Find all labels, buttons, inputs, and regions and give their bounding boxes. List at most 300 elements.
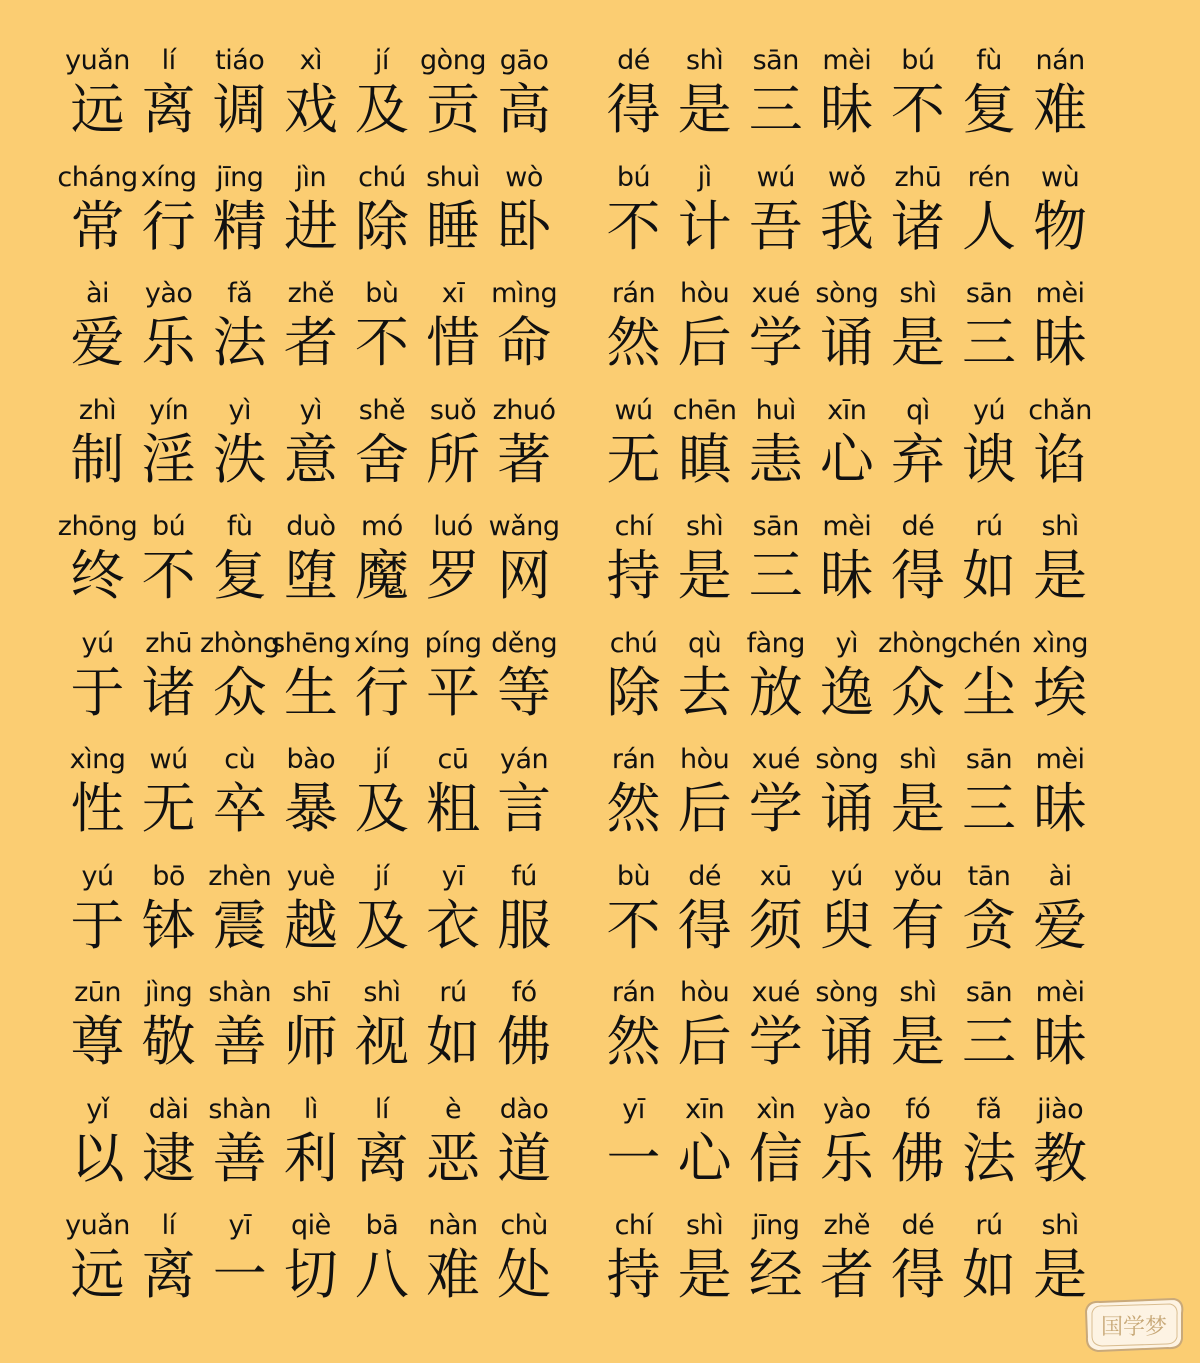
pinyin: jiào [1037,1093,1084,1125]
pinyin: yán [500,744,549,775]
character-cell [598,1209,669,1326]
hanzi: 惜 [426,311,481,374]
pinyin: xíng [354,627,410,659]
pinyin: yín [149,394,189,426]
character-cell [271,627,351,744]
character-cell [669,510,740,627]
hanzi: 远 [70,78,125,141]
character-cell [417,510,488,627]
hanzi: 爱 [1033,893,1088,957]
pinyin: shì [899,278,937,309]
character-cell [811,860,882,977]
character-cell [882,161,953,278]
hanzi: 三 [748,544,803,607]
pinyin: chù [500,1210,548,1241]
hanzi: 得 [890,544,945,607]
pinyin: mó [361,511,403,542]
hanzi: 埃 [1033,660,1088,724]
pinyin: jìn [295,161,327,193]
pinyin: xìng [69,744,126,775]
hanzi: 越 [283,893,338,957]
character-cell [740,510,811,627]
pinyin: sān [965,278,1013,309]
hanzi: 意 [283,427,338,491]
hanzi: 心 [677,1126,732,1190]
pinyin: hòu [680,278,730,309]
character-cell [204,510,275,627]
pinyin: shuì [426,161,480,193]
character-cell [346,627,417,744]
hanzi: 不 [606,194,661,258]
pinyin: yǒu [893,860,942,892]
verse-line-left [62,277,560,394]
pinyin: xué [751,278,800,309]
character-cell [275,860,346,977]
verse-line-right [598,860,1096,977]
character-cell [417,1093,488,1210]
character-cell [598,976,669,1093]
pinyin: yào [144,278,193,309]
hanzi: 逸 [819,660,874,724]
character-cell [489,860,560,977]
pinyin: zhì [78,394,117,426]
character-cell [346,277,417,394]
character-cell [882,394,953,511]
pinyin: chén [957,627,1021,659]
pinyin: zhòng [878,627,958,659]
hanzi: 是 [890,777,945,840]
hanzi: 持 [606,1243,661,1306]
character-cell [417,277,488,394]
hanzi: 复 [962,78,1017,141]
character-cell [204,1209,275,1326]
pinyin: chí [614,511,653,542]
pinyin: mìng [491,278,558,309]
pinyin: píng [424,627,482,659]
character-cell [62,1209,133,1326]
hanzi: 难 [1033,78,1088,141]
verse-line-left [62,1209,560,1326]
character-cell [882,1209,953,1326]
pinyin: shì [363,977,401,1008]
hanzi: 复 [212,544,267,607]
hanzi: 谄 [1033,427,1088,491]
hanzi: 谀 [962,427,1017,491]
character-cell [489,44,560,161]
hanzi: 三 [748,78,803,141]
verse-row [0,976,1200,1093]
character-cell [346,1093,417,1210]
pinyin: duò [286,511,336,542]
character-cell [204,743,275,860]
pinyin: shī [292,977,330,1008]
character-cell [740,976,811,1093]
character-cell [953,44,1024,161]
pinyin: fù [226,511,253,542]
character-cell [811,1093,882,1210]
character-cell [489,1209,560,1326]
character-cell [882,277,953,394]
character-cell [878,627,958,744]
verse-line-left [62,627,560,744]
verse-line-left [62,1093,560,1210]
pinyin: nán [1035,45,1085,76]
pinyin: cháng [57,161,138,193]
pinyin: lí [374,1093,389,1125]
character-cell [811,394,882,511]
hanzi: 及 [354,78,409,141]
character-cell [275,976,346,1093]
hanzi: 利 [283,1126,338,1190]
hanzi: 得 [606,78,661,141]
character-cell [811,976,882,1093]
character-cell [62,860,133,977]
pinyin: shì [1041,1210,1079,1241]
pinyin: dài [148,1093,189,1125]
pinyin: yuǎn [65,1210,130,1241]
character-cell [133,510,204,627]
pinyin: mèi [1035,278,1085,309]
character-cell [204,976,275,1093]
hanzi: 教 [1033,1126,1088,1190]
hanzi: 八 [354,1243,409,1306]
pinyin: shì [899,977,937,1008]
pinyin: qì [906,394,930,426]
character-cell [489,161,560,278]
hanzi: 弃 [890,427,945,491]
character-cell [133,743,204,860]
character-cell [669,277,740,394]
pinyin: mèi [822,511,872,542]
pinyin: shì [686,511,724,542]
hanzi: 视 [354,1010,409,1073]
pinyin: sān [965,744,1013,775]
character-cell [346,161,417,278]
hanzi: 远 [70,1243,125,1306]
pinyin: zhū [894,161,942,193]
hanzi: 法 [212,311,267,374]
pinyin: yì [299,394,323,426]
hanzi: 淫 [141,427,196,491]
character-cell [489,277,560,394]
character-cell [882,1093,953,1210]
character-cell [489,394,560,511]
pinyin: huì [755,394,796,426]
pinyin: bù [365,278,399,309]
character-cell [669,860,740,977]
pinyin: sān [965,977,1013,1008]
character-cell [882,743,953,860]
hanzi: 于 [70,893,125,957]
hanzi: 著 [497,427,552,491]
pinyin: dé [688,860,722,892]
verse-row [0,1093,1200,1210]
character-cell [275,277,346,394]
pinyin: mèi [1035,977,1085,1008]
pinyin: chēn [672,394,737,426]
hanzi: 震 [212,893,267,957]
pinyin: rú [975,1210,1003,1241]
character-cell [489,1093,560,1210]
hanzi: 须 [748,893,803,957]
pinyin: xué [751,744,800,775]
hanzi: 卧 [497,194,552,258]
pinyin: bú [901,45,935,76]
character-cell [740,161,811,278]
hanzi: 有 [890,893,945,957]
hanzi: 敬 [141,1010,196,1073]
character-cell [62,394,133,511]
character-cell [346,510,417,627]
character-cell [669,44,740,161]
hanzi: 诵 [819,1010,874,1073]
hanzi: 师 [283,1010,338,1073]
hanzi: 是 [1033,1243,1088,1306]
character-cell [133,860,204,977]
character-cell [204,277,275,394]
pinyin: qiè [290,1210,331,1241]
character-cell [346,394,417,511]
pinyin: wú [614,394,653,426]
character-cell [417,1209,488,1326]
character-cell [953,860,1024,977]
hanzi: 诵 [819,311,874,374]
verse-row [0,1209,1200,1326]
pinyin: jí [374,860,389,892]
hanzi: 行 [354,660,409,724]
pinyin: yǐ [86,1093,109,1125]
character-cell [882,510,953,627]
verse-sheet [0,44,1200,1326]
pinyin: rán [611,744,656,775]
hanzi: 是 [677,544,732,607]
pinyin: jì [697,161,712,193]
hanzi: 人 [962,194,1017,258]
pinyin: shì [686,45,724,76]
hanzi: 是 [677,78,732,141]
pinyin: fó [511,977,537,1008]
pinyin: tān [967,860,1011,892]
pinyin: yì [228,394,251,426]
verse-row [0,510,1200,627]
seal-text: 国学梦 [1100,1315,1168,1340]
character-cell [669,1209,740,1326]
character-cell [598,1093,669,1210]
hanzi: 钵 [141,893,196,957]
hanzi: 物 [1033,194,1088,258]
hanzi: 不 [606,893,661,957]
pinyin: jīng [752,1210,800,1241]
character-cell [669,1093,740,1210]
hanzi: 切 [283,1243,338,1306]
character-cell [133,976,204,1093]
hanzi: 吾 [748,194,803,258]
pinyin: bō [152,860,185,892]
character-cell [204,860,275,977]
hanzi: 服 [497,893,552,957]
pinyin: jīng [216,161,264,193]
character-cell [598,161,669,278]
character-cell [275,1093,346,1210]
hanzi: 除 [606,660,661,724]
character-cell [204,394,275,511]
hanzi: 瞋 [677,427,732,491]
pinyin: yuè [286,860,335,892]
character-cell [811,1209,882,1326]
verse-line-left [62,860,560,977]
character-cell [275,1209,346,1326]
pinyin: luó [433,511,473,542]
character-cell [346,44,417,161]
hanzi: 昧 [1033,311,1088,374]
pinyin: qù [688,627,722,659]
character-cell [489,627,560,744]
pinyin: lí [161,1210,176,1241]
hanzi: 去 [677,660,732,724]
pinyin: wò [505,161,543,193]
pinyin: xīn [685,1093,725,1125]
hanzi: 如 [962,1243,1017,1306]
hanzi: 学 [748,311,803,374]
hanzi: 信 [748,1126,803,1190]
character-cell [740,743,811,860]
hanzi: 诵 [819,777,874,840]
character-cell [953,510,1024,627]
hanzi: 不 [890,78,945,141]
character-cell [740,627,811,744]
pinyin: hòu [680,744,730,775]
verse-line-right [598,510,1096,627]
hanzi: 不 [141,544,196,607]
pinyin: wú [756,161,795,193]
character-cell [811,44,882,161]
character-cell [669,976,740,1093]
hanzi: 睡 [426,194,481,258]
hanzi: 恶 [426,1126,481,1190]
hanzi: 等 [497,660,552,724]
character-cell [417,161,488,278]
hanzi: 行 [141,194,196,258]
pinyin: wú [149,744,188,775]
hanzi: 尊 [70,1010,125,1073]
pinyin: yú [81,860,114,892]
pinyin: yú [81,627,114,659]
pinyin: shàn [208,977,272,1008]
hanzi: 得 [677,893,732,957]
pinyin: zhòng [199,627,280,659]
character-cell [489,510,560,627]
hanzi: 衣 [426,893,481,957]
pinyin: xíng [140,161,197,193]
character-cell [953,161,1024,278]
verse-line-right [598,976,1096,1093]
verse-line-right [598,743,1096,860]
pinyin: xìn [756,1093,796,1125]
hanzi: 调 [212,78,267,141]
pinyin: yú [972,394,1006,426]
hanzi: 离 [141,78,196,141]
hanzi: 舍 [354,427,409,491]
hanzi: 堕 [283,544,338,607]
character-cell [133,394,204,511]
character-cell [598,743,669,860]
hanzi: 得 [890,1243,945,1306]
verse-line-right [598,394,1096,511]
hanzi: 三 [962,311,1017,374]
verse-line-right [598,627,1096,744]
hanzi: 无 [606,427,661,491]
hanzi: 言 [497,777,552,840]
hanzi: 贪 [962,893,1017,957]
character-cell [669,627,740,744]
character-cell [811,161,882,278]
character-cell [204,161,275,278]
character-cell [133,627,204,744]
hanzi: 生 [283,660,338,724]
pinyin: gāo [499,45,549,76]
pinyin: wǎng [488,511,560,542]
character-cell [57,510,138,627]
hanzi: 昧 [1033,777,1088,840]
character-cell [740,860,811,977]
verse-row [0,743,1200,860]
hanzi: 后 [677,1010,732,1073]
hanzi: 网 [497,544,552,607]
hanzi: 以 [70,1126,125,1190]
verse-line-left [57,161,560,278]
character-cell [199,627,280,744]
pinyin: chí [614,1210,653,1241]
hanzi: 及 [354,777,409,840]
character-cell [133,44,204,161]
character-cell [275,510,346,627]
verse-row [0,860,1200,977]
hanzi: 是 [1033,544,1088,607]
pinyin: shēng [271,627,351,659]
character-cell [275,161,346,278]
pinyin: zhèn [208,860,272,892]
character-cell [1025,1093,1096,1210]
hanzi: 逮 [141,1126,196,1190]
hanzi: 善 [212,1010,267,1073]
character-cell [417,860,488,977]
pinyin: wù [1041,161,1080,193]
character-cell [1025,277,1096,394]
verse-line-left [62,394,560,511]
character-cell [953,394,1024,511]
pinyin: mèi [822,45,872,76]
pinyin: fù [976,45,1002,76]
character-cell [882,976,953,1093]
hanzi: 者 [283,311,338,374]
pinyin: xué [751,977,800,1008]
hanzi: 卒 [212,777,267,840]
hanzi: 无 [141,777,196,840]
hanzi: 持 [606,544,661,607]
character-cell [346,860,417,977]
pinyin: fú [511,860,537,892]
pinyin: zhě [287,278,335,309]
hanzi: 暴 [283,777,338,840]
character-cell [1025,627,1096,744]
character-cell [133,1209,204,1326]
pinyin: yú [830,860,863,892]
character-cell [275,743,346,860]
pinyin: xī [441,278,465,309]
character-cell [953,277,1024,394]
pinyin: cū [437,744,469,775]
character-cell [133,1093,204,1210]
